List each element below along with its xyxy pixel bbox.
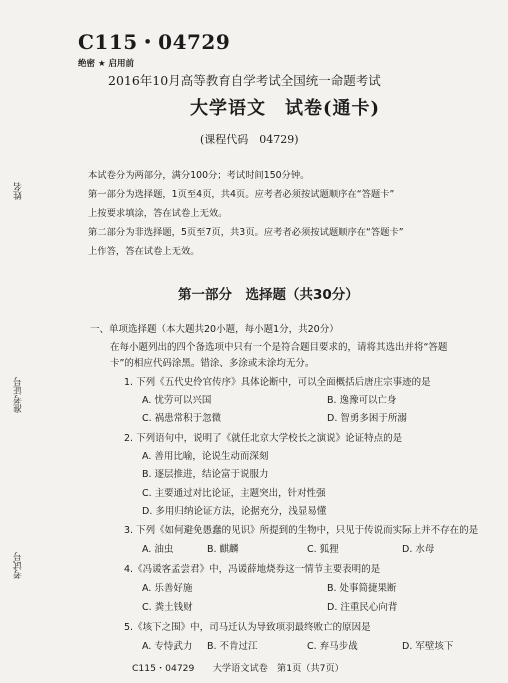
answer-option: C. 狐狸 [307, 544, 339, 555]
answer-option: A. 忧劳可以兴国 [142, 395, 212, 406]
answer-option: D. 军壁垓下 [402, 641, 454, 652]
section-instruction: 卡”的相应代码涂黑。错涂、多涂或未涂均无分。 [110, 358, 315, 369]
answer-option: B. 逐层推进，结论富于说服力 [142, 469, 269, 480]
paper-code: C115・04729 [78, 30, 231, 54]
answer-option: C. 祸患常积于忽微 [142, 413, 222, 424]
side-label-name: 姓名 [14, 182, 24, 200]
answer-option: C. 粪土钱财 [142, 602, 193, 613]
question-stem: 3. 下列《如何避免愚蠢的见识》所提到的生物中，只见于传说而实际上并不存在的是 [124, 525, 479, 536]
instruction-line: 本试卷分为两部分，满分100分；考试时间150分钟。 [88, 170, 310, 181]
question-stem: 2. 下列语句中，说明了《就任北京大学校长之演说》论证特点的是 [124, 433, 403, 444]
instruction-line: 上按要求填涂，答在试卷上无效。 [88, 208, 228, 219]
exam-title: 2016年10月高等教育自学考试全国统一命题考试 [108, 73, 381, 88]
answer-option: A. 善用比喻，论说生动而深刻 [142, 451, 269, 462]
instruction-line: 第一部分为选择题，1页至4页，共4页。应考者必须按试题顺序在“答题卡” [88, 189, 395, 200]
side-label-exam-number: 考试号 [14, 552, 24, 579]
answer-option: C. 弃马步战 [307, 641, 358, 652]
answer-option: D. 多用归纳论证方法，论据充分，浅显易懂 [142, 506, 327, 517]
answer-option: B. 逸豫可以亡身 [327, 395, 397, 406]
answer-option: C. 主要通过对比论证，主题突出，针对性强 [142, 488, 326, 499]
answer-option: D. 智勇多困于所溺 [327, 413, 407, 424]
answer-option: A. 油虫 [142, 544, 174, 555]
instruction-line: 第二部分为非选择题，5页至7页，共3页。应考者必须按试题顺序在“答题卡” [88, 227, 404, 238]
answer-option: B. 不肯过江 [207, 641, 258, 652]
answer-option: A. 乐善好施 [142, 583, 193, 594]
answer-option: A. 专恃武力 [142, 641, 193, 652]
side-label-admission-number: 准考证号 [14, 377, 24, 413]
answer-option: D. 注重民心向背 [327, 602, 398, 613]
answer-option: B. 处事简捷果断 [327, 583, 397, 594]
question-stem: 1. 下列《五代史伶官传序》具体论断中，可以全面概括后唐庄宗事迹的是 [124, 377, 431, 388]
instruction-line: 上作答，答在试卷上无效。 [88, 246, 200, 257]
course-code: (课程代码 04729) [200, 133, 299, 146]
answer-option: B. 麒麟 [207, 544, 239, 555]
section-heading: 一、单项选择题（本大题共20小题，每小题1分，共20分） [90, 324, 339, 335]
page-footer: C115・04729 大学语文试卷 第1页（共7页） [132, 663, 344, 674]
answer-option: D. 水母 [402, 544, 435, 555]
subject-title: 大学语文 试卷(通卡) [190, 98, 381, 119]
section-instruction: 在每小题列出的四个备选项中只有一个是符合题目要求的，请将其选出并将“答题 [110, 342, 448, 353]
question-stem: 4.《冯谖客孟尝君》中，冯谖薛地烧券这一情节主要表明的是 [124, 564, 381, 575]
confidential-mark: 绝密 ★ 启用前 [78, 59, 135, 69]
part-heading: 第一部分 选择题（共30分） [178, 287, 359, 303]
question-stem: 5.《垓下之围》中，司马迁认为导致项羽最终败亡的原因是 [124, 622, 371, 633]
